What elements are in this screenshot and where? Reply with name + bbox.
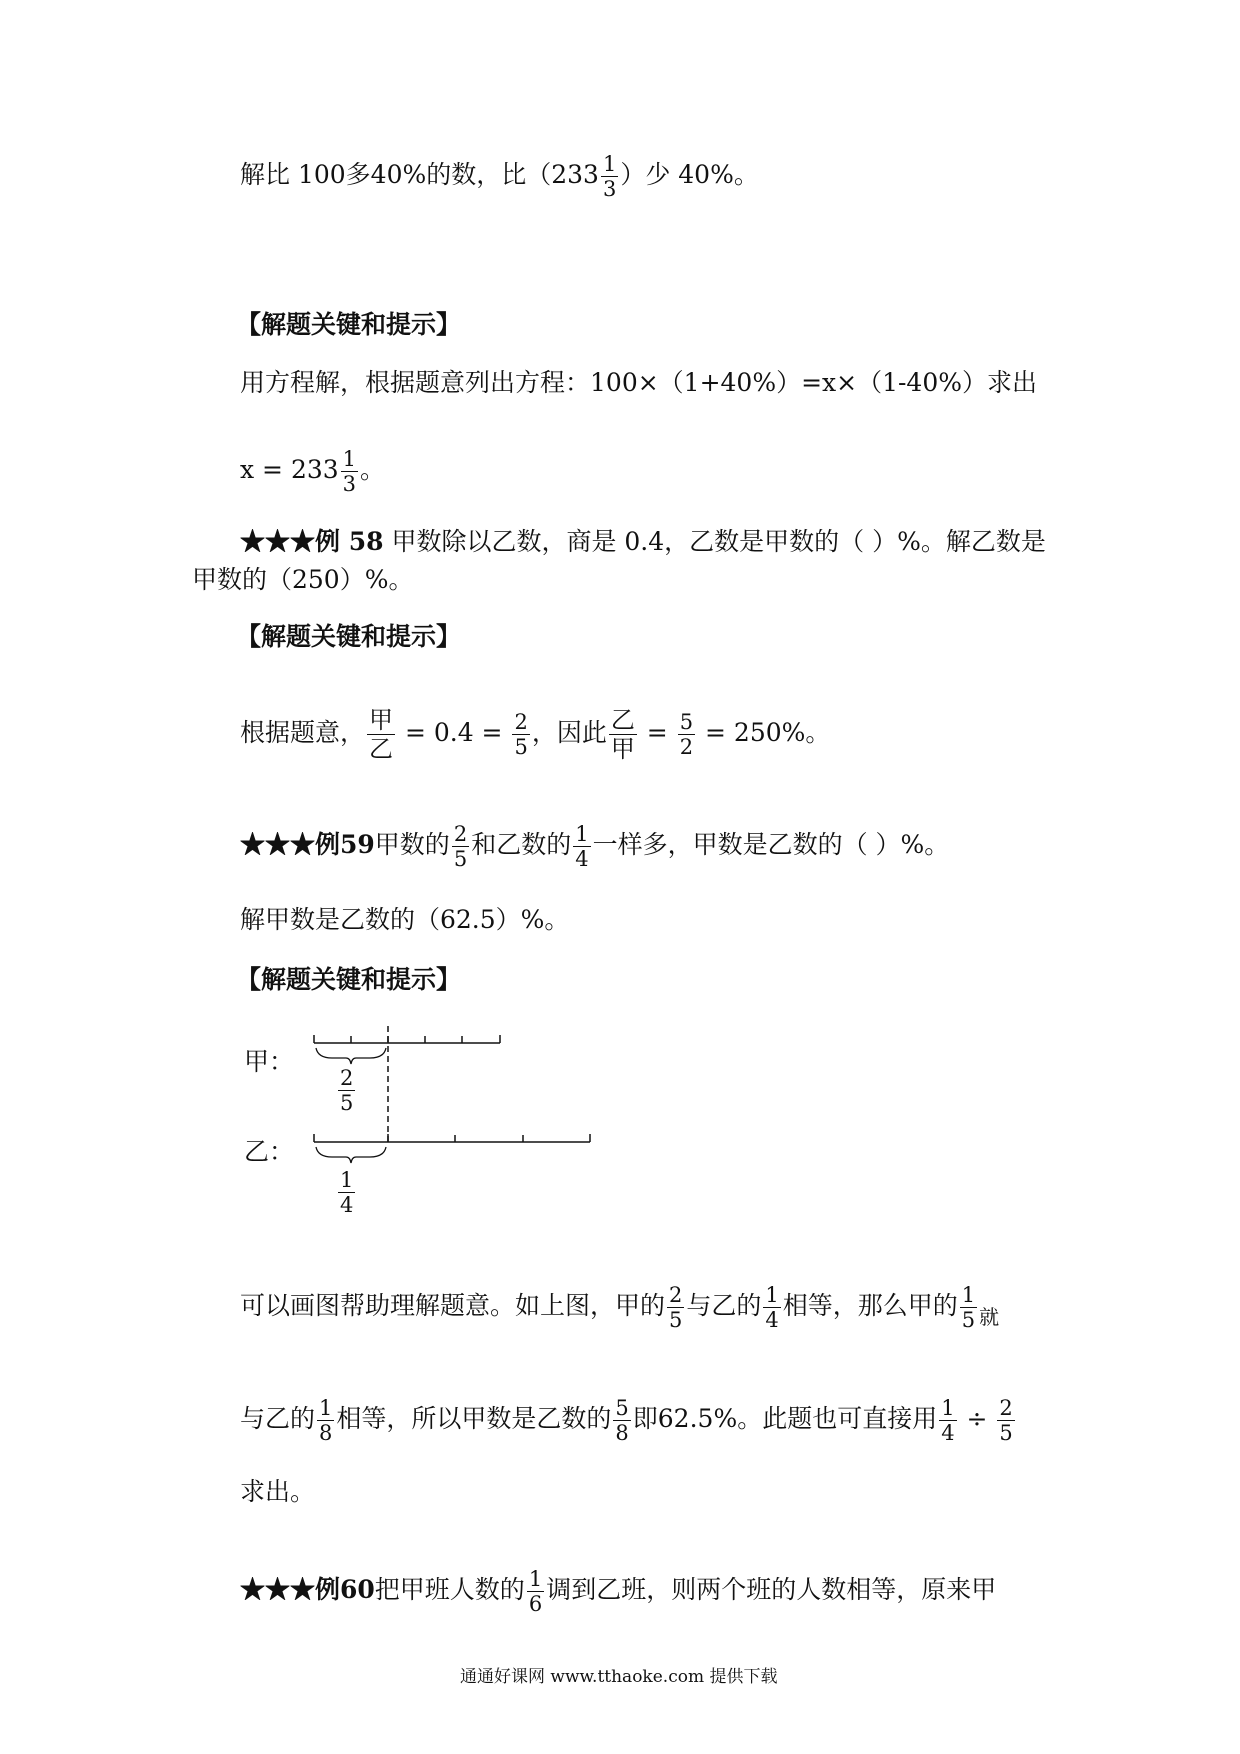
- fraction: $\frac{1}{6}$: [528, 1567, 543, 1616]
- example-58-label: ★★★例 58: [240, 527, 384, 556]
- fraction: $\frac{5}{8}$: [615, 1396, 629, 1445]
- page-footer: 通通好课网 www.tthaoke.com 提供下载: [460, 1667, 778, 1687]
- example-58-line-1: ★★★例 58 甲数除以乙数，商是 0.4，乙数是甲数的（ ）%。解乙数是: [240, 527, 1046, 556]
- yi-brace: [316, 1147, 386, 1163]
- label-yi: 乙：: [244, 1137, 295, 1166]
- label-jia: 甲：: [244, 1047, 295, 1076]
- fraction: $\frac{2}{5}$: [453, 822, 468, 871]
- example-60-label: ★★★例60: [240, 1575, 375, 1604]
- yi-fraction-label: $\frac{1}{4}$: [340, 1168, 354, 1217]
- fraction: $\frac{2}{5}$: [999, 1396, 1013, 1445]
- jia-brace: [316, 1048, 386, 1064]
- jia-fraction-label: $\frac{2}{5}$: [340, 1066, 354, 1115]
- example-60-line: ★★★例60把甲班人数的 $\frac{1}{6}$ 调到乙班，则两个班的人数相等，原来甲: [240, 1567, 997, 1616]
- fraction: $\frac{2}{5}$: [514, 710, 528, 759]
- fraction: $\frac{2}{5}$: [669, 1283, 683, 1332]
- section-heading: 【解题关键和提示】: [236, 310, 462, 339]
- solution-line: 用方程解，根据题意列出方程：100×（1+40%）=x×（1-40%）求出: [240, 368, 1037, 397]
- solution-line: 根据题意， $\frac{\text{甲}}{\text{乙}}$ = 0.4 = $\frac{2}{5}$ ，因此 $\frac{\text{乙}}{\text{甲}}$ = $\frac{5}{2}$ = 250%。: [240, 706, 831, 763]
- fraction: $\frac{\text{乙}}{\text{甲}}$: [610, 706, 635, 763]
- fraction: $\frac{1}{4}$: [941, 1396, 955, 1445]
- example-58-line-2: 甲数的（250）%。: [192, 565, 414, 594]
- example-59-line: ★★★例59甲数的 $\frac{2}{5}$ 和乙数的 $\frac{1}{4}$ 一样多，甲数是乙数的（ ）%。: [240, 822, 950, 871]
- fraction: $\frac{5}{2}$: [679, 710, 694, 759]
- answer-line-1: 解比 100多40%的数，比（233 $\frac{1}{3}$ ）少 40%。: [240, 152, 759, 201]
- fraction: $\frac{1}{5}$: [961, 1283, 976, 1332]
- fraction: $\frac{\text{甲}}{\text{乙}}$: [369, 706, 394, 763]
- example-59-label: ★★★例59: [240, 830, 375, 859]
- fraction: $\frac{1}{3}$: [342, 447, 357, 496]
- answer-line: 解甲数是乙数的（62.5）%。: [240, 905, 570, 934]
- section-heading: 【解题关键和提示】: [236, 965, 462, 994]
- fraction: $\frac{1}{8}$: [319, 1396, 333, 1445]
- explanation-line-2: 与乙的 $\frac{1}{8}$ 相等，所以甲数是乙数的 $\frac{5}{8}$ 即62.5%。此题也可直接用 $\frac{1}{4}$ ÷ $\frac{2}{5}$: [240, 1396, 1013, 1445]
- fraction: $\frac{1}{4}$: [575, 822, 589, 871]
- solution-result: x = 233 $\frac{1}{3}$ 。: [240, 447, 386, 496]
- fraction: $\frac{1}{3}$: [602, 152, 617, 201]
- section-heading: 【解题关键和提示】: [236, 622, 462, 651]
- fraction: $\frac{1}{4}$: [765, 1283, 779, 1332]
- explanation-line-3: 求出。: [240, 1477, 316, 1506]
- explanation-line-1: 可以画图帮助理解题意。如上图，甲的 $\frac{2}{5}$ 与乙的 $\frac{1}{4}$ 相等，那么甲的 $\frac{1}{5}$ $_就$: [240, 1283, 1000, 1332]
